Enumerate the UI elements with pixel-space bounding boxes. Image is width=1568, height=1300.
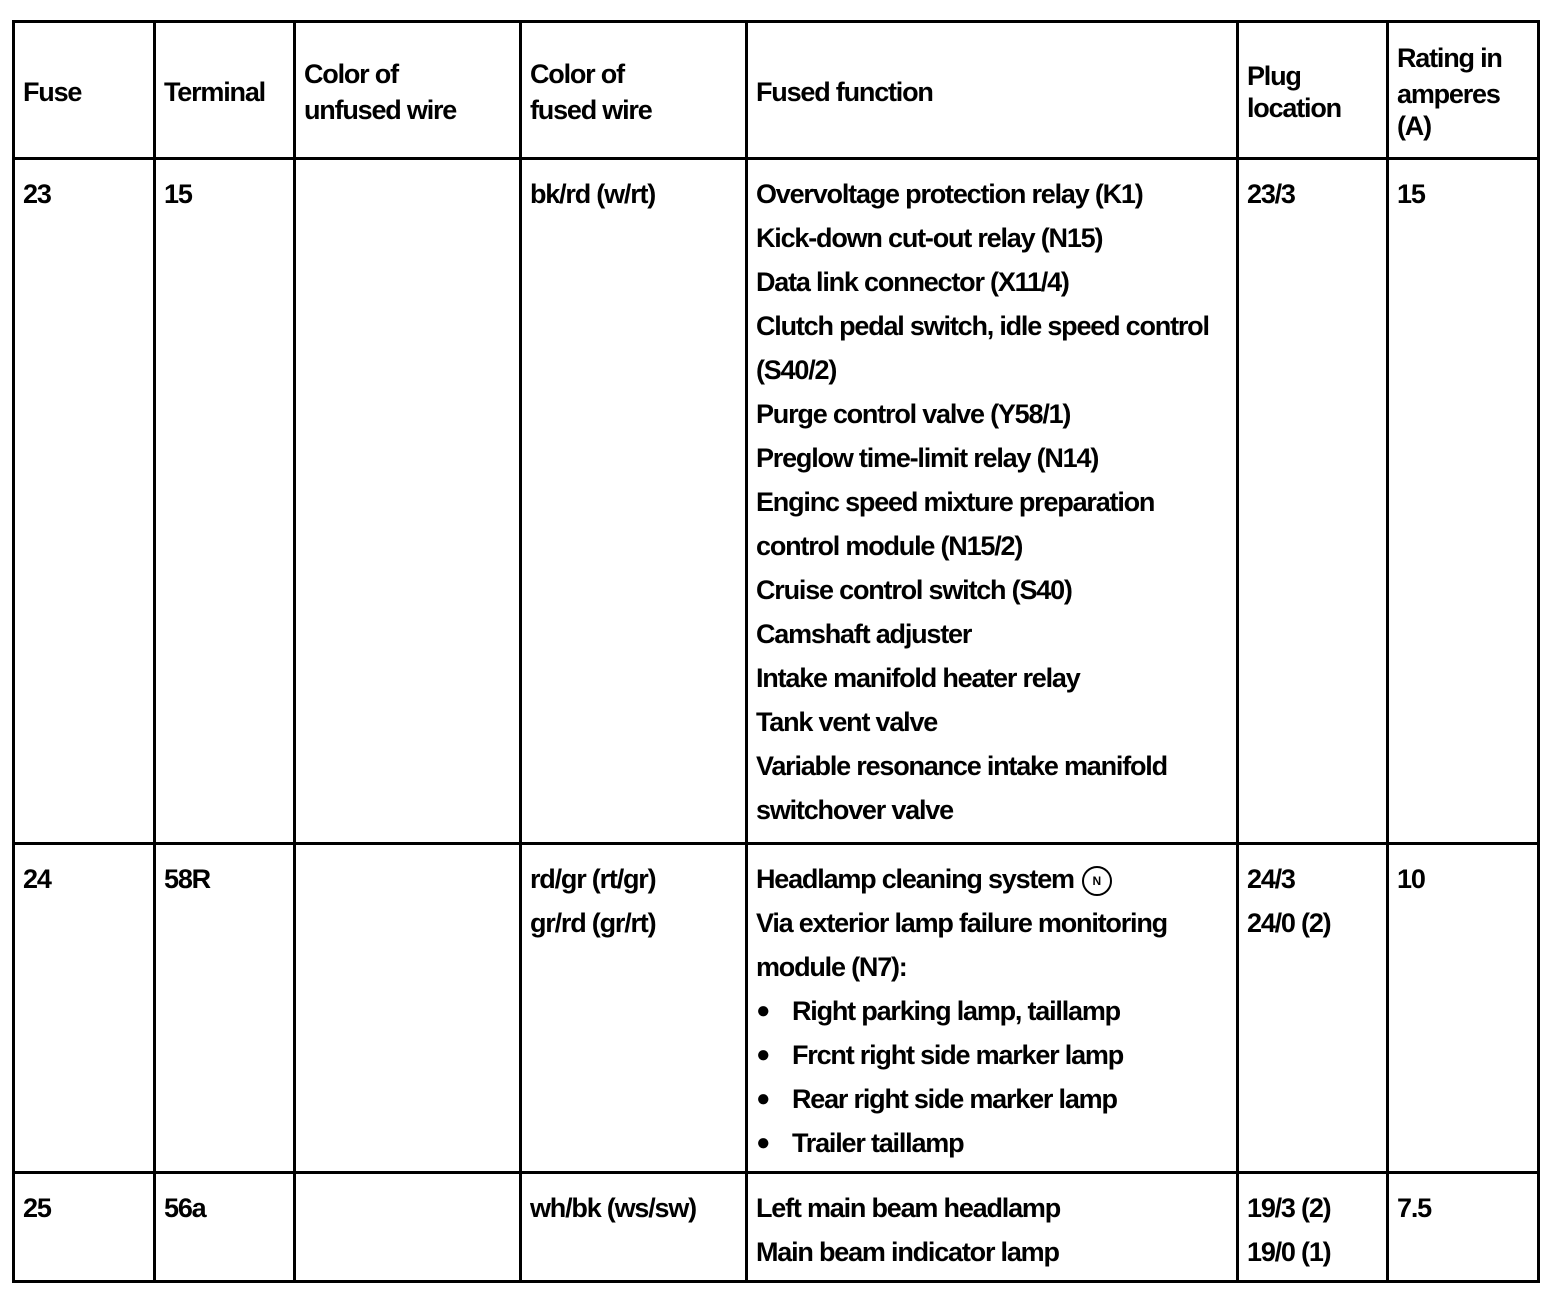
header-terminal: Terminal	[155, 22, 295, 159]
function-cell	[747, 1173, 1238, 1282]
bullet-icon: ●	[756, 1085, 770, 1112]
function-item: Cruise control switch (S40)	[756, 575, 1072, 605]
header-fuse: Fuse	[14, 22, 155, 159]
function-item: Tank vent valve	[756, 707, 938, 737]
plug-location-cell: 23/3	[1238, 159, 1388, 844]
bullet-item: ● Frcnt right side marker lamp	[756, 1033, 1230, 1077]
header-unfused-wire: Color of unfused wire	[295, 22, 521, 159]
function-item: Enginc speed mixture preparation control module (N15/2)	[756, 487, 1155, 561]
function-item: Data link connector (X11/4)	[756, 267, 1069, 297]
function-cell	[747, 159, 1238, 844]
fuse-cell: 25	[14, 1173, 155, 1282]
function-item: Variable resonance intake manifold switchover valve	[756, 751, 1167, 825]
function-item: Kick-down cut-out relay (N15)	[756, 223, 1103, 253]
terminal-cell: 58R	[155, 844, 295, 1173]
fuse-cell: 24	[14, 844, 155, 1173]
unfused-wire-cell	[295, 1173, 521, 1282]
fuse-cell: 23	[14, 159, 155, 844]
unfused-wire-cell	[295, 159, 521, 844]
table-row	[14, 1173, 1539, 1282]
fused-wire-cell: bk/rd (w/rt)	[521, 159, 747, 844]
bullet-item: ● Rear right side marker lamp	[756, 1077, 1230, 1121]
bullet-item: ● Right parking lamp, taillamp	[756, 989, 1230, 1033]
header-plug-location: Plug location	[1238, 22, 1388, 159]
header-fused-wire: Color of fused wire	[521, 22, 747, 159]
function-item: Main beam indicator lamp	[756, 1237, 1059, 1267]
terminal-cell: 56a	[155, 1173, 295, 1282]
function-item: Preglow time-limit relay (N14)	[756, 443, 1099, 473]
function-item: Via exterior lamp failure monitoring module (N7):	[756, 908, 1167, 982]
plug-location-cell: 19/3 (2) 19/0 (1)	[1238, 1173, 1388, 1282]
header-rating: Rating in amperes (A)	[1388, 22, 1539, 159]
rating-cell: 15	[1388, 159, 1539, 844]
function-item: Purge control valve (Y58/1)	[756, 399, 1071, 429]
fused-wire-cell: wh/bk (ws/sw)	[521, 1173, 747, 1282]
plug-location-cell: 24/3 24/0 (2)	[1238, 844, 1388, 1173]
fuse-table	[12, 20, 1540, 1283]
table-row	[14, 159, 1539, 844]
header-fused-function: Fused function	[747, 22, 1238, 159]
function-item: Overvoltage protection relay (K1)	[756, 179, 1143, 209]
rating-cell: 7.5	[1388, 1173, 1539, 1282]
rating-cell: 10	[1388, 844, 1539, 1173]
function-item: Headlamp cleaning system N	[756, 857, 1230, 901]
bullet-icon: ●	[756, 997, 770, 1024]
bullet-item: ● Trailer taillamp	[756, 1121, 1230, 1165]
table-row	[14, 844, 1539, 1173]
function-item: Camshaft adjuster	[756, 619, 972, 649]
fused-wire-cell: rd/gr (rt/gr) gr/rd (gr/rt)	[521, 844, 747, 1173]
function-cell	[747, 844, 1238, 1173]
unfused-wire-cell	[295, 844, 521, 1173]
option-symbol-icon: N	[1082, 866, 1112, 896]
terminal-cell: 15	[155, 159, 295, 844]
header-row	[14, 22, 1539, 159]
bullet-icon: ●	[756, 1041, 770, 1068]
bullet-icon: ●	[756, 1129, 770, 1156]
function-item: Intake manifold heater relay	[756, 663, 1080, 693]
function-item: Left main beam headlamp	[756, 1193, 1060, 1223]
function-item: Clutch pedal switch, idle speed control (S40/2)	[756, 311, 1209, 385]
